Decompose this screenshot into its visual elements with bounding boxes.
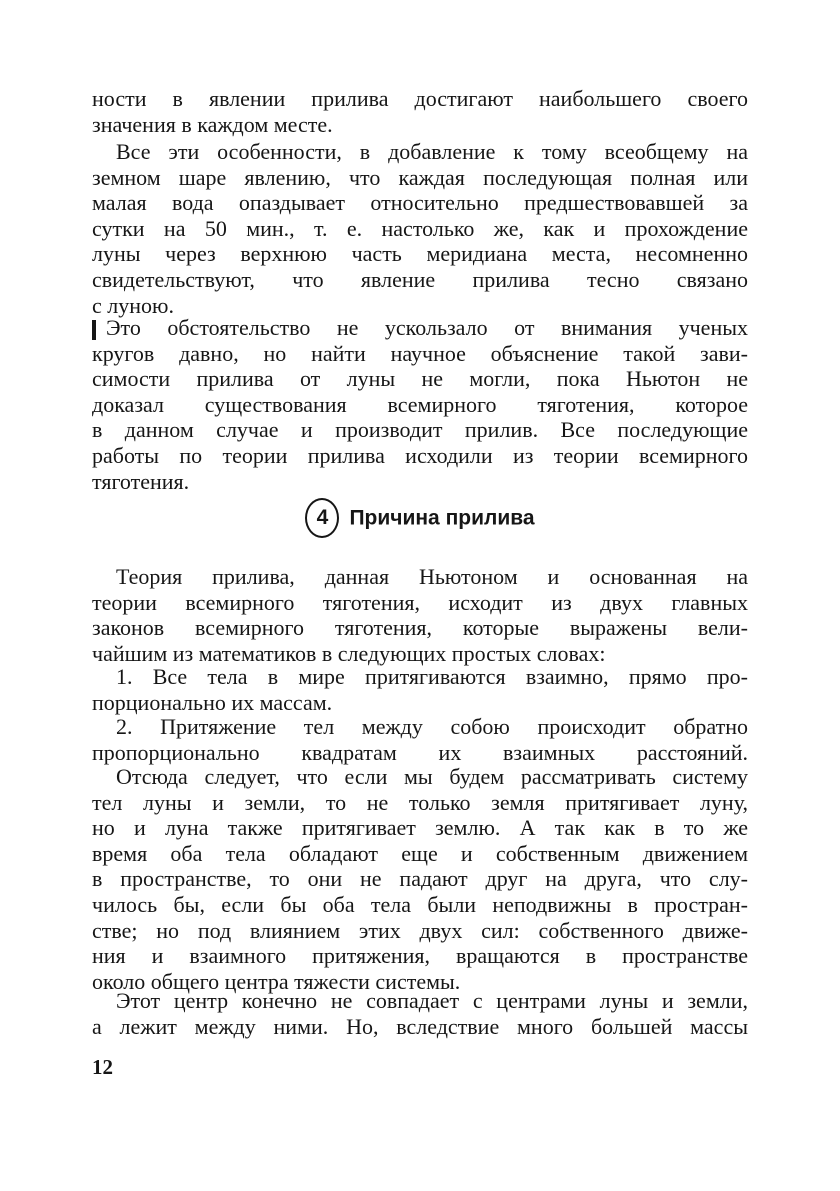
text-line [92, 315, 748, 341]
text-line: стве; но под влиянием этих двух сил: собственного движе- [92, 917, 748, 943]
text-line: земном шаре явлению, что каждая последующая полная или [92, 164, 748, 190]
text-line: ния и взаимного притяжения, вращаются в пространстве [92, 943, 748, 969]
section-number: 4 [305, 498, 339, 538]
list-item [92, 664, 748, 715]
text-line: 2. Притяжение тел между собою происходит обратно [116, 714, 748, 739]
text-line: около общего центра тяжести системы. [92, 968, 461, 994]
margin-mark [92, 320, 96, 340]
text-line: тяготения. [92, 468, 190, 494]
text-line: сутки на 50 мин., т. е. настолько же, как и прохождение [92, 215, 748, 241]
paragraph [92, 764, 748, 994]
line-text: Это обстоятельство не ускользало от внимания ученых [106, 315, 748, 340]
text-line: с луною. [92, 292, 174, 318]
text-line: симости прилива от луны не могли, пока Ньютон не [92, 366, 748, 392]
paragraph [92, 315, 748, 494]
text-line: Отсюда следует, что если мы будем рассматривать систему [116, 764, 748, 789]
text-line: а лежит между ними. Но, вследствие много большей массы [92, 1013, 748, 1039]
text-line: но и луна также притягивает землю. А так как в то же [92, 815, 748, 841]
text-line: луны через верхнюю часть меридиана места, несомненно [92, 241, 748, 267]
paragraph [92, 564, 748, 666]
text-line: малая вода опаздывает относительно предшествовавшей за [92, 190, 748, 216]
text-line: значения в каждом месте. [92, 111, 333, 137]
paragraph [92, 139, 748, 318]
paragraph [92, 988, 748, 1039]
section-title: Причина прилива [349, 506, 535, 530]
text-line: чайшим из математиков в следующих простых словах: [92, 640, 606, 666]
text-line: чилось бы, если бы оба тела были неподвижны в простран- [92, 891, 748, 917]
text-line: Все эти особенности, в добавление к тому всеобщему на [116, 139, 748, 164]
text-line: законов всемирного тяготения, которые выражены вели- [92, 615, 748, 641]
text-line: 1. Все тела в мире притягиваются взаимно, прямо про- [116, 664, 748, 689]
list-item [92, 714, 748, 765]
section-heading [0, 498, 840, 538]
text-line: доказал существования всемирного тяготения, которое [92, 391, 748, 417]
text-line: порционально их массам. [92, 689, 333, 715]
text-line: в пространстве, то они не падают друг на друга, что слу- [92, 866, 748, 892]
page-number: 12 [92, 1055, 113, 1079]
text-line: в данном случае и производит прилив. Все последующие [92, 417, 748, 443]
text-column [92, 0, 748, 1191]
text-line: пропорционально квадратам их взаимных расстояний. [92, 739, 748, 765]
text-line: ности в явлении прилива достигают наибольшего своего [92, 86, 748, 111]
text-line: кругов давно, но найти научное объяснение такой зави- [92, 340, 748, 366]
text-line: свидетельствуют, что явление прилива тесно связано [92, 266, 748, 292]
text-line: тел луны и земли, то не только земля притягивает луну, [92, 789, 748, 815]
text-line: теории всемирного тяготения, исходит из двух главных [92, 589, 748, 615]
text-line: работы по теории прилива исходили из теории всемирного [92, 442, 748, 468]
text-line: Этот центр конечно не совпадает с центрами луны и земли, [116, 988, 748, 1013]
paragraph [92, 86, 748, 137]
text-line: время оба тела обладают еще и собственным движением [92, 840, 748, 866]
text-line: Теория прилива, данная Ньютоном и основанная на [116, 564, 748, 589]
